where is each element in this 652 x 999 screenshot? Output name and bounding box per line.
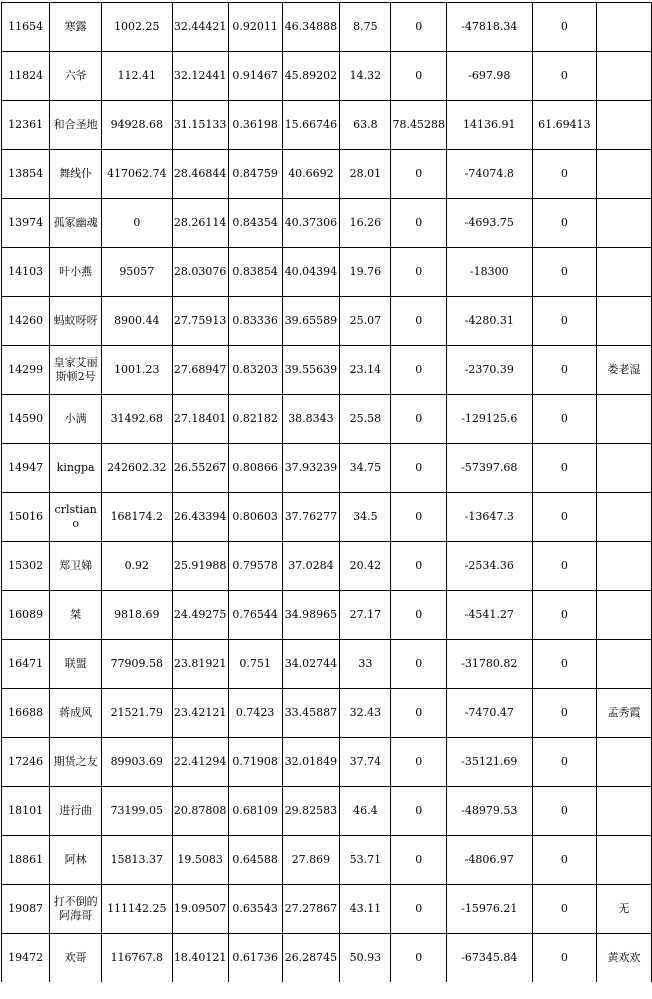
ratio-cell: 0.751 [228,640,282,689]
extra-b-cell: 0 [532,689,597,738]
ratio-cell: 0.63543 [228,885,282,934]
value-b-cell: 39.55639 [282,346,340,395]
percent-cell: 8.75 [340,3,391,52]
profit-cell: -57397.68 [446,444,532,493]
amount-cell: 21521.79 [102,689,173,738]
ratio-cell: 0.80603 [228,493,282,542]
value-b-cell: 46.34888 [282,3,340,52]
id-cell: 16471 [2,640,50,689]
name-cell: 小满 [50,395,102,444]
extra-a-cell: 0 [391,787,447,836]
table-body [2,3,652,983]
value-a-cell: 19.09507 [172,885,228,934]
table-row [2,3,652,52]
table-row [2,150,652,199]
extra-a-cell: 0 [391,640,447,689]
amount-cell: 112.41 [102,52,173,101]
table-row [2,787,652,836]
note-cell [597,52,652,101]
table-row [2,395,652,444]
profit-cell: -2370.39 [446,346,532,395]
table-row [2,591,652,640]
name-cell: kingpa [50,444,102,493]
value-a-cell: 26.43394 [172,493,228,542]
id-cell: 13854 [2,150,50,199]
ratio-cell: 0.68109 [228,787,282,836]
extra-b-cell: 0 [532,885,597,934]
ratio-cell: 0.83336 [228,297,282,346]
id-cell: 14299 [2,346,50,395]
value-b-cell: 39.65589 [282,297,340,346]
profit-cell: -4280.31 [446,297,532,346]
id-cell: 14590 [2,395,50,444]
extra-b-cell: 0 [532,248,597,297]
extra-b-cell: 0 [532,346,597,395]
amount-cell: 111142.25 [102,885,173,934]
profit-cell: -697.98 [446,52,532,101]
ratio-cell: 0.71908 [228,738,282,787]
amount-cell: 0.92 [102,542,173,591]
note-cell [597,836,652,885]
ratio-cell: 0.92011 [228,3,282,52]
value-a-cell: 28.26114 [172,199,228,248]
percent-cell: 34.5 [340,493,391,542]
name-cell: 欢哥 [50,934,102,983]
name-cell: 六爷 [50,52,102,101]
extra-a-cell: 0 [391,3,447,52]
note-cell [597,101,652,150]
value-b-cell: 34.02744 [282,640,340,689]
ratio-cell: 0.83203 [228,346,282,395]
note-cell [597,395,652,444]
extra-a-cell: 0 [391,934,447,983]
extra-b-cell: 0 [532,542,597,591]
note-cell [597,199,652,248]
percent-cell: 46.4 [340,787,391,836]
extra-a-cell: 0 [391,248,447,297]
extra-b-cell: 0 [532,640,597,689]
percent-cell: 32.43 [340,689,391,738]
amount-cell: 1002.25 [102,3,173,52]
id-cell: 18101 [2,787,50,836]
amount-cell: 77909.58 [102,640,173,689]
ratio-cell: 0.82182 [228,395,282,444]
id-cell: 11654 [2,3,50,52]
id-cell: 14947 [2,444,50,493]
note-cell [597,3,652,52]
table-row [2,444,652,493]
value-a-cell: 25.91988 [172,542,228,591]
value-b-cell: 26.28745 [282,934,340,983]
profit-cell: -48979.53 [446,787,532,836]
name-cell: 期货之友 [50,738,102,787]
value-a-cell: 26.55267 [172,444,228,493]
id-cell: 16688 [2,689,50,738]
note-cell [597,738,652,787]
extra-b-cell: 0 [532,836,597,885]
value-b-cell: 37.0284 [282,542,340,591]
extra-a-cell: 0 [391,297,447,346]
id-cell: 17246 [2,738,50,787]
ratio-cell: 0.84354 [228,199,282,248]
value-a-cell: 24.49275 [172,591,228,640]
value-a-cell: 20.87808 [172,787,228,836]
name-cell: 寒露 [50,3,102,52]
name-cell: 叶小燕 [50,248,102,297]
amount-cell: 89903.69 [102,738,173,787]
value-a-cell: 19.5083 [172,836,228,885]
profit-cell: -31780.82 [446,640,532,689]
extra-a-cell: 0 [391,199,447,248]
extra-a-cell: 0 [391,150,447,199]
amount-cell: 15813.37 [102,836,173,885]
note-cell: 娄老湿 [597,346,652,395]
percent-cell: 37.74 [340,738,391,787]
value-b-cell: 32.01849 [282,738,340,787]
extra-b-cell: 0 [532,52,597,101]
extra-a-cell: 0 [391,885,447,934]
extra-b-cell: 0 [532,738,597,787]
extra-a-cell: 0 [391,52,447,101]
amount-cell: 95057 [102,248,173,297]
table-row [2,640,652,689]
extra-b-cell: 0 [532,395,597,444]
table-row [2,542,652,591]
extra-b-cell: 0 [532,150,597,199]
value-b-cell: 33.45887 [282,689,340,738]
name-cell: 蒋成风 [50,689,102,738]
id-cell: 13974 [2,199,50,248]
name-cell: 舞线仆 [50,150,102,199]
table-row [2,885,652,934]
value-a-cell: 27.68947 [172,346,228,395]
amount-cell: 242602.32 [102,444,173,493]
profit-cell: -47818.34 [446,3,532,52]
table-row [2,346,652,395]
table-row [2,689,652,738]
amount-cell: 168174.2 [102,493,173,542]
extra-b-cell: 0 [532,199,597,248]
value-b-cell: 40.37306 [282,199,340,248]
table-row [2,101,652,150]
ratio-cell: 0.79578 [228,542,282,591]
note-cell [597,787,652,836]
value-a-cell: 27.18401 [172,395,228,444]
amount-cell: 31492.68 [102,395,173,444]
ratio-cell: 0.61736 [228,934,282,983]
value-b-cell: 34.98965 [282,591,340,640]
profit-cell: -7470.47 [446,689,532,738]
ratio-cell: 0.84759 [228,150,282,199]
table-row [2,493,652,542]
ratio-cell: 0.83854 [228,248,282,297]
table-row [2,52,652,101]
id-cell: 15302 [2,542,50,591]
percent-cell: 28.01 [340,150,391,199]
ratio-cell: 0.91467 [228,52,282,101]
table-row [2,934,652,983]
extra-a-cell: 0 [391,493,447,542]
ratio-cell: 0.7423 [228,689,282,738]
note-cell [597,248,652,297]
amount-cell: 73199.05 [102,787,173,836]
amount-cell: 9818.69 [102,591,173,640]
extra-a-cell: 0 [391,542,447,591]
name-cell: 孤冢幽魂 [50,199,102,248]
extra-b-cell: 0 [532,934,597,983]
note-cell [597,542,652,591]
extra-a-cell: 78.45288 [391,101,447,150]
amount-cell: 94928.68 [102,101,173,150]
profit-cell: -4541.27 [446,591,532,640]
value-b-cell: 37.76277 [282,493,340,542]
table-row [2,297,652,346]
ratio-cell: 0.80866 [228,444,282,493]
name-cell: 桀 [50,591,102,640]
ratio-cell: 0.76544 [228,591,282,640]
value-b-cell: 38.8343 [282,395,340,444]
extra-b-cell: 0 [532,297,597,346]
id-cell: 19472 [2,934,50,983]
extra-b-cell: 0 [532,591,597,640]
table-row [2,836,652,885]
note-cell [597,297,652,346]
name-cell: 阿林 [50,836,102,885]
profit-cell: -129125.6 [446,395,532,444]
percent-cell: 53.71 [340,836,391,885]
percent-cell: 20.42 [340,542,391,591]
id-cell: 15016 [2,493,50,542]
value-b-cell: 40.04394 [282,248,340,297]
percent-cell: 23.14 [340,346,391,395]
amount-cell: 1001.23 [102,346,173,395]
extra-b-cell: 0 [532,3,597,52]
value-b-cell: 45.89202 [282,52,340,101]
profit-cell: -2534.36 [446,542,532,591]
data-table [1,2,652,982]
value-a-cell: 23.42121 [172,689,228,738]
id-cell: 12361 [2,101,50,150]
profit-cell: -4806.97 [446,836,532,885]
table-row [2,738,652,787]
name-cell: 联盟 [50,640,102,689]
note-cell: 无 [597,885,652,934]
id-cell: 14103 [2,248,50,297]
extra-b-cell: 0 [532,493,597,542]
note-cell [597,493,652,542]
extra-b-cell: 0 [532,444,597,493]
percent-cell: 16.26 [340,199,391,248]
value-b-cell: 29.82583 [282,787,340,836]
value-a-cell: 28.46844 [172,150,228,199]
value-a-cell: 23.81921 [172,640,228,689]
extra-a-cell: 0 [391,395,447,444]
profit-cell: -15976.21 [446,885,532,934]
percent-cell: 19.76 [340,248,391,297]
value-a-cell: 31.15133 [172,101,228,150]
id-cell: 11824 [2,52,50,101]
profit-cell: 14136.91 [446,101,532,150]
table-row [2,248,652,297]
value-b-cell: 40.6692 [282,150,340,199]
amount-cell: 116767.8 [102,934,173,983]
percent-cell: 25.58 [340,395,391,444]
name-cell: 郑卫娣 [50,542,102,591]
profit-cell: -74074.8 [446,150,532,199]
percent-cell: 25.07 [340,297,391,346]
amount-cell: 0 [102,199,173,248]
note-cell [597,640,652,689]
profit-cell: -67345.84 [446,934,532,983]
extra-a-cell: 0 [391,836,447,885]
value-b-cell: 15.66746 [282,101,340,150]
percent-cell: 34.75 [340,444,391,493]
extra-a-cell: 0 [391,689,447,738]
value-a-cell: 27.75913 [172,297,228,346]
note-cell: 黄欢欢 [597,934,652,983]
note-cell [597,591,652,640]
profit-cell: -4693.75 [446,199,532,248]
amount-cell: 8900.44 [102,297,173,346]
value-a-cell: 32.12441 [172,52,228,101]
extra-a-cell: 0 [391,346,447,395]
table-row [2,199,652,248]
extra-a-cell: 0 [391,444,447,493]
profit-cell: -13647.3 [446,493,532,542]
ratio-cell: 0.36198 [228,101,282,150]
value-a-cell: 32.44421 [172,3,228,52]
value-b-cell: 27.869 [282,836,340,885]
percent-cell: 14.32 [340,52,391,101]
extra-a-cell: 0 [391,738,447,787]
id-cell: 19087 [2,885,50,934]
name-cell: 进行曲 [50,787,102,836]
name-cell: 蚂蚁呀呀 [50,297,102,346]
amount-cell: 417062.74 [102,150,173,199]
note-cell: 孟秀霞 [597,689,652,738]
percent-cell: 50.93 [340,934,391,983]
name-cell: 和合圣地 [50,101,102,150]
value-b-cell: 37.93239 [282,444,340,493]
percent-cell: 27.17 [340,591,391,640]
value-a-cell: 22.41294 [172,738,228,787]
id-cell: 18861 [2,836,50,885]
name-cell: 打不倒的阿海哥 [50,885,102,934]
profit-cell: -35121.69 [446,738,532,787]
note-cell [597,444,652,493]
percent-cell: 63.8 [340,101,391,150]
percent-cell: 43.11 [340,885,391,934]
name-cell: crlstiano [50,493,102,542]
name-cell: 皇家艾丽斯顿2号 [50,346,102,395]
extra-b-cell: 61.69413 [532,101,597,150]
id-cell: 16089 [2,591,50,640]
extra-b-cell: 0 [532,787,597,836]
value-a-cell: 18.40121 [172,934,228,983]
value-a-cell: 28.03076 [172,248,228,297]
profit-cell: -18300 [446,248,532,297]
extra-a-cell: 0 [391,591,447,640]
id-cell: 14260 [2,297,50,346]
value-b-cell: 27.27867 [282,885,340,934]
ratio-cell: 0.64588 [228,836,282,885]
percent-cell: 33 [340,640,391,689]
note-cell [597,150,652,199]
